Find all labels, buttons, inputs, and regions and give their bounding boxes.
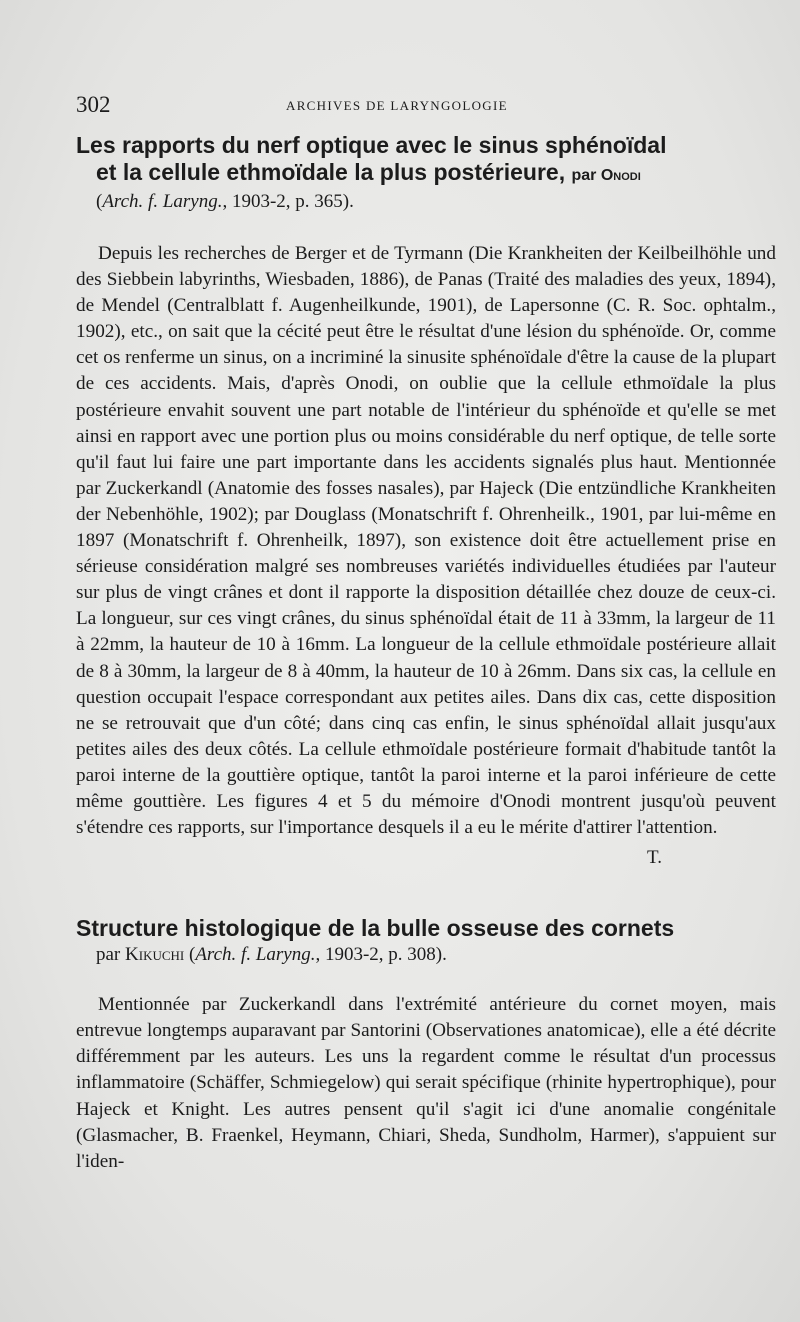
article-2-journal: Arch. f. Laryng.: [195, 944, 316, 966]
running-head: ARCHIVES DE LARYNGOLOGIE: [286, 98, 508, 113]
article-2-title-line1: Structure histologique de la bulle osseuse des cornets: [76, 915, 675, 942]
article-1-title-line1: Les rapports du nerf optique avec le sinus sphénoïdal: [76, 132, 667, 158]
article-1-body: Depuis les recherches de Berger et de Tyrmann (Die Krankheiten der Keilbeilhöhle und des Siebbein labyrinths, Wiesbaden, 1886), de Panas (Traité des maladies des yeux, 1894), de Mendel (Centralblatt f. Augenheilkunde, 1901), de Lapersonne (C. R. Soc. ophtalm., 1902), etc., on sait que la cécité peut être le résultat d'une lésion du sphénoïde. Or, comme cet os renferme un sinus, on a incriminé la sinusite sphénoïdale d'être la cause de la plupart de ces accidents. Mais, d'après Onodi, on oublie que la cellule ethmoïdale la plus postérieure envahit souvent une part notable de l'intérieur du sphénoïde et qu'elle se met ainsi en rapport avec une portion plus ou moins considérable du nerf optique, de telle sorte qu'il faut lui faire une part importante dans les accidents signalés plus haut. Mentionnée par Zuckerkandl (Anatomie des fosses nasales), par Hajeck (Die entzündliche Krankheiten der Nebenhöhle, 1902); par Douglass (Monatschrift f. Ohrenheilk., 1901, par lui-même en 1897 (Monatschrift f. Ohrenheilk, 1897), son existence doit être actuellement prise en sérieuse considération malgré ses nombreuses variétés individuelles étudiées par l'auteur sur plus de vingt crânes et dont il rapporte la disposition détaillée chez douze de ceux-ci. La longueur, sur ces vingt crânes, du sinus sphénoïdal était de 11 à 33mm, la largeur de 11 à 22mm, la hauteur de 10 à 16mm. La longueur de la cellule ethmoïdale postérieure allait de 8 à 30mm, la largeur de 8 à 40mm, la hauteur de 10 à 26mm. Dans six cas, la cellule en question occupait l'espace correspondant aux petites ailes. Dans dix cas, cette disposition ne se retrouvait que d'un côté; dans cinq cas enfin, le sinus sphénoïdal allait jusqu'aux petites ailes des deux côtés. La cellule ethmoïdale postérieure formait d'habitude tantôt la paroi interne de la gouttière optique, tantôt la paroi interne et la paroi inférieure de cette même gouttière. Les figures 4 et 5 du mémoire d'Onodi montrent jusqu'où peuvent s'étendre ces rapports, sur l'importance desquels il a eu le mérite d'attirer l'attention.: [76, 243, 776, 839]
article-1-title: [76, 132, 776, 189]
article-1-title-line2: et la cellule ethmoïdale la plus postérieure,: [96, 159, 566, 185]
article-1-citation: (Arch. f. Laryng., 1903-2, p. 365).: [96, 191, 354, 212]
article-1-author: Onodi: [600, 167, 641, 184]
article-1-signature: T.: [647, 847, 662, 869]
article-1: [76, 132, 776, 871]
article-2-citation: par Kikuchi (Arch. f. Laryng., 1903-2, p. 308).: [96, 944, 447, 966]
article-2-title: [76, 915, 776, 942]
article-1-journal: Arch. f. Laryng.: [102, 191, 223, 212]
article-2-author: Kikuchi: [125, 944, 185, 966]
article-2-body: Mentionnée par Zuckerkandl dans l'extrémité antérieure du cornet moyen, mais entrevue longtemps auparavant par Santorini (Observationes anatomicae), elle a été décrite différemment par les auteurs. Les uns la regardent comme le résultat d'un processus inflammatoire (Schäffer, Schmiegelow) qui serait spécifique (rhinite hypertrophique), pour Hajeck et Knight. Les autres pensent qu'il s'agit ici d'une anomalie congénitale (Glasmacher, B. Fraenkel, Heymann, Chiari, Sheda, Sundholm, Harmer), s'appuient sur l'iden-: [76, 994, 776, 1172]
article-1-byline-prefix: par: [571, 167, 597, 184]
article-2: [76, 915, 776, 1175]
page-number: 302: [76, 92, 111, 117]
page-header: [76, 92, 776, 132]
